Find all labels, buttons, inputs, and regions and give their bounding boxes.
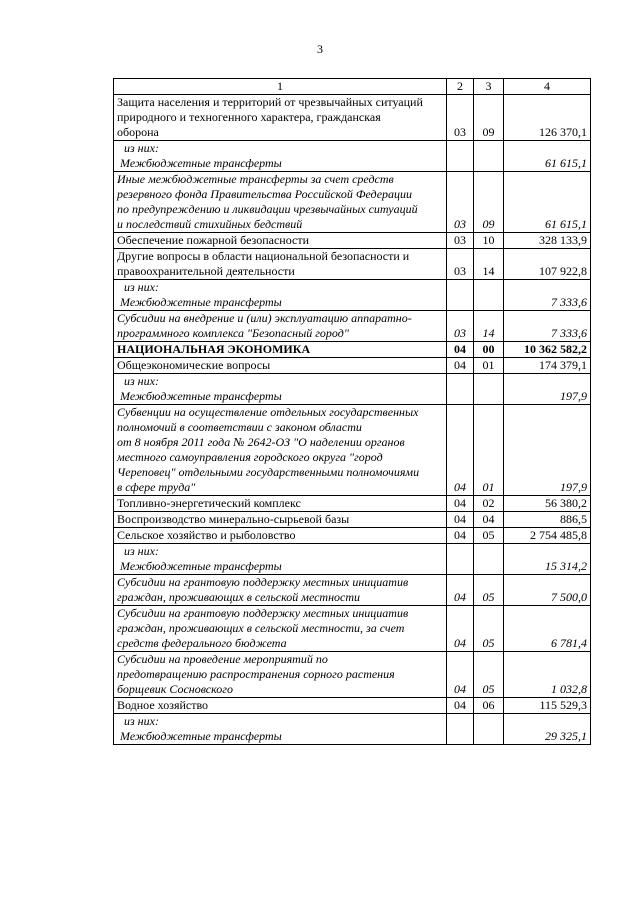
section-code: 03: [447, 233, 474, 249]
header-col-3: 3: [474, 79, 504, 95]
description-line: Межбюджетные трансферты: [120, 156, 282, 170]
amount: 10 362 582,2: [504, 342, 591, 358]
table-row: [114, 405, 591, 496]
description-line: Сельское хозяйство и рыболовство: [117, 528, 296, 542]
amount: 7 500,0: [504, 575, 591, 606]
row-description: [114, 544, 447, 575]
row-description: [114, 374, 447, 405]
amount: 56 380,2: [504, 496, 591, 512]
description-line: Череповец" отдельными государственными полномочиями: [117, 465, 420, 479]
description-line: Водное хозяйство: [117, 698, 209, 712]
subsection-code: [474, 374, 504, 405]
description-line: Межбюджетные трансферты: [120, 559, 282, 573]
description-line: из них:: [124, 544, 159, 558]
row-description: [114, 714, 447, 745]
description-line: Межбюджетные трансферты: [120, 729, 282, 743]
table-row: [114, 698, 591, 714]
description-line: Субсидии на грантовую поддержку местных инициатив: [117, 575, 409, 589]
row-description: [114, 342, 447, 358]
table-row: [114, 233, 591, 249]
row-description: [114, 528, 447, 544]
amount: 115 529,3: [504, 698, 591, 714]
description-line: резервного фонда Правительства Российской Федерации: [117, 187, 413, 201]
description-line: Другие вопросы в области национальной безопасности и: [117, 249, 410, 263]
page-number: 3: [317, 42, 323, 56]
section-code: 03: [447, 311, 474, 342]
section-code: 04: [447, 652, 474, 698]
amount: 174 379,1: [504, 358, 591, 374]
section-code: [447, 280, 474, 311]
subsection-code: 01: [474, 358, 504, 374]
description-line: Субвенции на осуществление отдельных государственных: [117, 405, 419, 419]
subsection-code: [474, 280, 504, 311]
row-description: [114, 405, 447, 496]
table-row: [114, 714, 591, 745]
section-code: 04: [447, 512, 474, 528]
table-row: [114, 575, 591, 606]
description-line: предотвращению распространения сорного растения: [117, 667, 395, 681]
description-line: местного самоуправления городского округа "город: [117, 450, 383, 464]
subsection-code: [474, 544, 504, 575]
description-line: из них:: [124, 374, 159, 388]
table-row: [114, 374, 591, 405]
description-line: по предупреждению и ликвидации чрезвычайных ситуаций: [117, 202, 418, 216]
row-description: [114, 141, 447, 172]
description-line: Субсидии на грантовую поддержку местных инициатив: [117, 606, 409, 620]
subsection-code: 05: [474, 652, 504, 698]
subsection-code: 09: [474, 172, 504, 233]
table-row: [114, 358, 591, 374]
description-line: из них:: [124, 141, 159, 155]
description-line: НАЦИОНАЛЬНАЯ ЭКОНОМИКА: [117, 342, 311, 356]
amount: 7 333,6: [504, 280, 591, 311]
row-description: [114, 652, 447, 698]
description-line: Субсидии на проведение мероприятий по: [117, 652, 328, 666]
subsection-code: [474, 141, 504, 172]
amount: 61 615,1: [504, 172, 591, 233]
description-line: Общеэкономические вопросы: [117, 358, 271, 372]
table-row: [114, 172, 591, 233]
table-row: [114, 544, 591, 575]
header-col-4: 4: [504, 79, 591, 95]
table-row: [114, 249, 591, 280]
amount: 15 314,2: [504, 544, 591, 575]
description-line: средств федерального бюджета: [117, 636, 287, 650]
row-description: [114, 249, 447, 280]
table-row: [114, 342, 591, 358]
description-line: Топливно-энергетический комплекс: [117, 496, 301, 510]
section-code: 04: [447, 575, 474, 606]
subsection-code: [474, 714, 504, 745]
amount: 126 370,1: [504, 95, 591, 141]
subsection-code: 14: [474, 249, 504, 280]
row-description: [114, 311, 447, 342]
row-description: [114, 496, 447, 512]
section-code: [447, 714, 474, 745]
description-line: Субсидии на внедрение и (или) эксплуатацию аппаратно-: [117, 311, 412, 325]
table-row: [114, 528, 591, 544]
subsection-code: 05: [474, 606, 504, 652]
subsection-code: 14: [474, 311, 504, 342]
table-row: [114, 95, 591, 141]
subsection-code: 01: [474, 405, 504, 496]
section-code: 03: [447, 95, 474, 141]
header-col-1: 1: [114, 79, 447, 95]
subsection-code: 10: [474, 233, 504, 249]
amount: 7 333,6: [504, 311, 591, 342]
description-line: природного и техногенного характера, гражданская: [117, 110, 381, 124]
row-description: [114, 698, 447, 714]
row-description: [114, 512, 447, 528]
amount: 886,5: [504, 512, 591, 528]
subsection-code: 02: [474, 496, 504, 512]
section-code: 03: [447, 249, 474, 280]
description-line: от 8 ноября 2011 года № 2642-ОЗ "О наделении органов: [117, 435, 405, 449]
amount: 328 133,9: [504, 233, 591, 249]
row-description: [114, 95, 447, 141]
amount: 2 754 485,8: [504, 528, 591, 544]
row-description: [114, 280, 447, 311]
description-line: из них:: [124, 714, 159, 728]
description-line: граждан, проживающих в сельской местности, за счет: [117, 621, 405, 635]
description-line: полномочий в соответствии с законом области: [117, 420, 362, 434]
row-description: [114, 606, 447, 652]
description-line: Иные межбюджетные трансферты за счет средств: [117, 172, 394, 186]
section-code: 04: [447, 342, 474, 358]
subsection-code: 00: [474, 342, 504, 358]
table-row: [114, 141, 591, 172]
row-description: [114, 233, 447, 249]
header-col-2: 2: [447, 79, 474, 95]
description-line: программного комплекса "Безопасный город": [117, 326, 349, 340]
section-code: 04: [447, 358, 474, 374]
section-code: [447, 141, 474, 172]
section-code: 04: [447, 496, 474, 512]
table-row: [114, 280, 591, 311]
amount: 107 922,8: [504, 249, 591, 280]
subsection-code: 04: [474, 512, 504, 528]
section-code: [447, 374, 474, 405]
description-line: Защита населения и территорий от чрезвычайных ситуаций: [117, 95, 423, 109]
description-line: правоохранительной деятельности: [117, 264, 295, 278]
subsection-code: 06: [474, 698, 504, 714]
subsection-code: 09: [474, 95, 504, 141]
section-code: 04: [447, 606, 474, 652]
subsection-code: 05: [474, 528, 504, 544]
row-description: [114, 172, 447, 233]
description-line: Обеспечение пожарной безопасности: [117, 233, 310, 247]
row-description: [114, 575, 447, 606]
section-code: 03: [447, 172, 474, 233]
table-header-row: [114, 79, 591, 95]
description-line: борщевик Сосновского: [117, 682, 233, 696]
section-code: 04: [447, 528, 474, 544]
description-line: оборона: [117, 125, 159, 139]
amount: 29 325,1: [504, 714, 591, 745]
table-row: [114, 652, 591, 698]
amount: 6 781,4: [504, 606, 591, 652]
table-row: [114, 512, 591, 528]
table-row: [114, 496, 591, 512]
description-line: и последствий стихийных бедствий: [117, 217, 303, 231]
table-row: [114, 311, 591, 342]
row-description: [114, 358, 447, 374]
amount: 61 615,1: [504, 141, 591, 172]
section-code: [447, 544, 474, 575]
description-line: Воспроизводство минерально-сырьевой базы: [117, 512, 350, 526]
subsection-code: 05: [474, 575, 504, 606]
description-line: граждан, проживающих в сельской местности: [117, 590, 361, 604]
budget-table: [113, 78, 591, 745]
description-line: Межбюджетные трансферты: [120, 389, 282, 403]
description-line: Межбюджетные трансферты: [120, 295, 282, 309]
table-row: [114, 606, 591, 652]
amount: 197,9: [504, 405, 591, 496]
amount: 197,9: [504, 374, 591, 405]
section-code: 04: [447, 405, 474, 496]
amount: 1 032,8: [504, 652, 591, 698]
description-line: в сфере труда": [117, 480, 196, 494]
section-code: 04: [447, 698, 474, 714]
description-line: из них:: [124, 280, 159, 294]
